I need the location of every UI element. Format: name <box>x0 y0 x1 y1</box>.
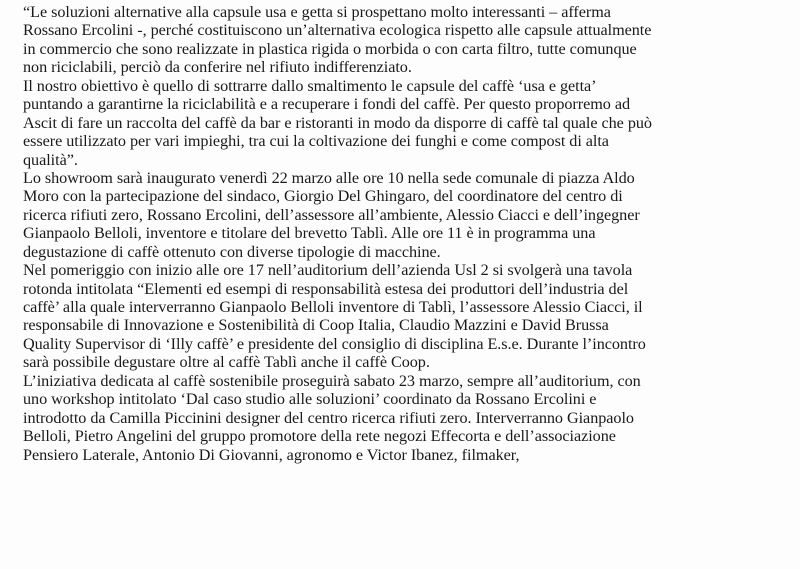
text-line: rotonda intitolata “Elementi ed esempi di responsabilità estesa dei produttori dell’industria del <box>23 279 629 298</box>
text-line: Pensiero Laterale, Antonio Di Giovanni, agronomo e Victor Ibanez, filmaker, <box>23 445 520 464</box>
text-line: caffè’ alla quale interverranno Gianpaolo Belloli inventore di Tablì, l’assessore Alessio Ciacci, il <box>23 298 643 316</box>
text-line: Nel pomeriggio con inizio alle ore 17 nell’auditorium dell’azienda Usl 2 si svolgerà una tavola <box>23 261 633 280</box>
text-line: sarà possibile degustare oltre al caffè Tablì anche il caffè Coop. <box>23 353 430 372</box>
text-line: Belloli, Pietro Angelini del gruppo promotore della rete negozi Effecorta e dell’associazione <box>23 427 616 446</box>
text-line: in commercio che sono realizzate in plastica rigida o morbida o con carta filtro, tutte comunque <box>23 39 637 58</box>
text-line: Rossano Ercolini -, perché costituiscono un’alternativa ecologica rispetto alle capsule attualmente <box>23 21 652 40</box>
text-line: uno workshop intitolato ‘Dal caso studio alle soluzioni’ coordinato da Rossano Ercolini e <box>23 390 597 409</box>
text-line: Lo showroom sarà inaugurato venerdì 22 marzo alle ore 10 nella sede comunale di piazza Aldo <box>23 168 635 187</box>
text-line: puntando a garantirne la riciclabilità e a recuperare i fondi del caffè. Per questo proporremo ad <box>23 95 631 114</box>
text-line: responsabile di Innovazione e Sostenibilità di Coop Italia, Claudio Mazzini e David Brussa <box>23 316 609 335</box>
text-line: L’iniziativa dedicata al caffè sostenibile proseguirà sabato 23 marzo, sempre all’auditorium, con <box>23 371 641 390</box>
text-line: Ascit di fare un raccolta del caffè da bar e ristoranti in modo da disporre di caffè tal quale che può <box>23 113 652 132</box>
text-line: “Le soluzioni alternative alla capsule usa e getta si prospettano molto interessanti – afferma <box>23 3 611 21</box>
text-line: degustazione di caffè ottenuto con diverse tipologie di macchine. <box>23 242 441 261</box>
text-line: non riciclabili, perciò da conferire nel rifiuto indifferenziato. <box>23 58 412 77</box>
text-line: ricerca rifiuti zero, Rossano Ercolini, dell’assessore all’ambiente, Alessio Ciacci e dell’ingegner <box>23 205 640 224</box>
text-line: essere utilizzato per vari impieghi, tra cui la coltivazione dei funghi e come compost di alta <box>23 132 609 151</box>
text-line: Moro con la partecipazione del sindaco, Giorgio Del Ghingaro, del coordinatore del centro di <box>23 187 623 206</box>
text-line: Gianpaolo Belloli, inventore e titolare del brevetto Tablì. Alle ore 11 è in programma una <box>23 224 596 243</box>
article-body <box>23 3 793 464</box>
text-line: introdotto da Camilla Piccinini designer del centro ricerca rifiuti zero. Interverranno Gianpaolo <box>23 408 634 427</box>
text-line: Quality Supervisor di ‘Illy caffè’ e presidente del consiglio di disciplina E.s.e. Durante l’incontro <box>23 334 646 353</box>
text-line: Il nostro obiettivo è quello di sottrarre dallo smaltimento le capsule del caffè ‘usa e getta’ <box>23 76 597 95</box>
text-line: qualità”. <box>23 150 78 169</box>
